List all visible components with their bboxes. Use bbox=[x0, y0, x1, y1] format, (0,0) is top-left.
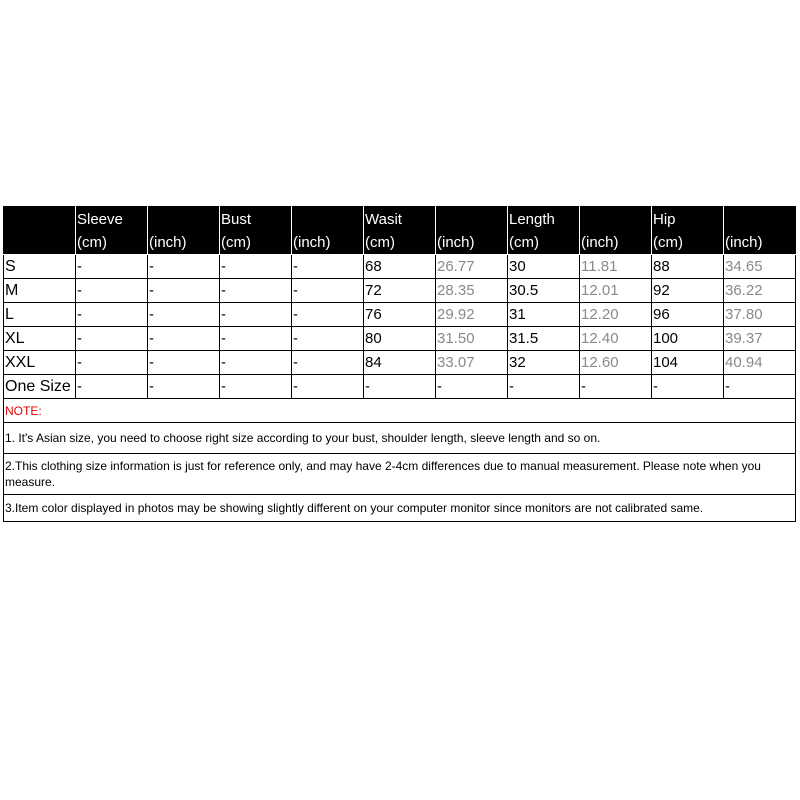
header-label-top bbox=[5, 208, 75, 232]
header-size-col bbox=[4, 207, 76, 255]
cell-sleeve-in: - bbox=[148, 327, 220, 351]
cell-size: One Size bbox=[4, 375, 76, 399]
cell-size: M bbox=[4, 279, 76, 303]
cell-bust-cm: - bbox=[220, 351, 292, 375]
cell-sleeve-cm: - bbox=[76, 375, 148, 399]
cell-size: L bbox=[4, 303, 76, 327]
cell-sleeve-cm: - bbox=[76, 327, 148, 351]
table-row bbox=[4, 303, 796, 327]
header-label-unit: (inch) bbox=[725, 234, 763, 251]
cell-length-cm: - bbox=[508, 375, 580, 399]
header-waist-cm-col bbox=[364, 207, 436, 255]
cell-sleeve-cm: - bbox=[76, 255, 148, 279]
header-label-top: Bust bbox=[221, 211, 252, 228]
cell-waist-in: - bbox=[436, 375, 508, 399]
header-label-top bbox=[293, 208, 363, 232]
cell-length-in: 11.81 bbox=[580, 255, 652, 279]
cell-waist-in: 29.92 bbox=[436, 303, 508, 327]
cell-bust-cm: - bbox=[220, 303, 292, 327]
cell-hip-cm: 100 bbox=[652, 327, 724, 351]
cell-hip-in: 39.37 bbox=[724, 327, 796, 351]
cell-length-cm: 30.5 bbox=[508, 279, 580, 303]
header-label-unit bbox=[5, 232, 75, 254]
cell-sleeve-in: - bbox=[148, 375, 220, 399]
header-bust-inch-col bbox=[292, 207, 364, 255]
note-row bbox=[4, 495, 796, 522]
cell-length-cm: 31.5 bbox=[508, 327, 580, 351]
cell-size: XL bbox=[4, 327, 76, 351]
header-label-unit: (inch) bbox=[581, 234, 619, 251]
cell-waist-cm: - bbox=[364, 375, 436, 399]
header-sleeve-cm-col bbox=[76, 207, 148, 255]
header-sleeve-inch-col bbox=[148, 207, 220, 255]
cell-bust-cm: - bbox=[220, 255, 292, 279]
cell-bust-in: - bbox=[292, 375, 364, 399]
header-label-unit: (inch) bbox=[149, 234, 187, 251]
table-row bbox=[4, 255, 796, 279]
header-label-top bbox=[725, 208, 795, 232]
cell-hip-cm: 92 bbox=[652, 279, 724, 303]
header-label-unit: (inch) bbox=[293, 234, 331, 251]
table-row bbox=[4, 279, 796, 303]
cell-hip-in: 34.65 bbox=[724, 255, 796, 279]
note-title: NOTE: bbox=[4, 399, 796, 423]
note-row bbox=[4, 423, 796, 454]
header-length-inch-col bbox=[580, 207, 652, 255]
header-length-cm-col bbox=[508, 207, 580, 255]
cell-length-cm: 31 bbox=[508, 303, 580, 327]
note-row bbox=[4, 454, 796, 495]
cell-length-cm: 30 bbox=[508, 255, 580, 279]
cell-sleeve-in: - bbox=[148, 255, 220, 279]
header-label-unit: (cm) bbox=[365, 234, 395, 251]
header-hip-inch-col bbox=[724, 207, 796, 255]
cell-hip-in: 36.22 bbox=[724, 279, 796, 303]
cell-waist-cm: 84 bbox=[364, 351, 436, 375]
note-item: 1. It's Asian size, you need to choose right size according to your bust, shoulder length, sleeve length and so on. bbox=[4, 423, 796, 454]
cell-length-in: - bbox=[580, 375, 652, 399]
header-label-unit: (cm) bbox=[509, 234, 539, 251]
header-row bbox=[4, 207, 796, 255]
header-label-top bbox=[149, 208, 219, 232]
cell-bust-in: - bbox=[292, 351, 364, 375]
header-label-unit: (inch) bbox=[437, 234, 475, 251]
cell-bust-cm: - bbox=[220, 375, 292, 399]
cell-sleeve-cm: - bbox=[76, 351, 148, 375]
cell-bust-cm: - bbox=[220, 279, 292, 303]
header-label-top: Wasit bbox=[365, 211, 402, 228]
header-label-top bbox=[581, 208, 651, 232]
cell-waist-cm: 68 bbox=[364, 255, 436, 279]
cell-bust-in: - bbox=[292, 255, 364, 279]
cell-waist-cm: 72 bbox=[364, 279, 436, 303]
cell-length-cm: 32 bbox=[508, 351, 580, 375]
table-row bbox=[4, 351, 796, 375]
header-label-top: Length bbox=[509, 211, 555, 228]
cell-hip-in: - bbox=[724, 375, 796, 399]
table-row bbox=[4, 375, 796, 399]
cell-hip-cm: 88 bbox=[652, 255, 724, 279]
header-label-unit: (cm) bbox=[221, 234, 251, 251]
header-label-unit: (cm) bbox=[653, 234, 683, 251]
note-item: 3.Item color displayed in photos may be showing slightly different on your computer monitor since monitors are not calibrated same. bbox=[4, 495, 796, 522]
cell-sleeve-in: - bbox=[148, 303, 220, 327]
header-label-top: Sleeve bbox=[77, 211, 123, 228]
cell-length-in: 12.40 bbox=[580, 327, 652, 351]
cell-sleeve-in: - bbox=[148, 279, 220, 303]
cell-bust-in: - bbox=[292, 279, 364, 303]
cell-waist-in: 33.07 bbox=[436, 351, 508, 375]
cell-waist-in: 26.77 bbox=[436, 255, 508, 279]
size-chart-table bbox=[3, 206, 796, 522]
cell-bust-in: - bbox=[292, 303, 364, 327]
note-row bbox=[4, 399, 796, 423]
header-label-unit: (cm) bbox=[77, 234, 107, 251]
cell-hip-in: 40.94 bbox=[724, 351, 796, 375]
cell-hip-cm: 96 bbox=[652, 303, 724, 327]
cell-waist-cm: 80 bbox=[364, 327, 436, 351]
cell-waist-in: 28.35 bbox=[436, 279, 508, 303]
cell-sleeve-in: - bbox=[148, 351, 220, 375]
cell-hip-cm: - bbox=[652, 375, 724, 399]
cell-sleeve-cm: - bbox=[76, 279, 148, 303]
cell-hip-in: 37.80 bbox=[724, 303, 796, 327]
table-row bbox=[4, 327, 796, 351]
header-bust-cm-col bbox=[220, 207, 292, 255]
cell-waist-in: 31.50 bbox=[436, 327, 508, 351]
header-hip-cm-col bbox=[652, 207, 724, 255]
header-label-top: Hip bbox=[653, 211, 676, 228]
cell-hip-cm: 104 bbox=[652, 351, 724, 375]
cell-bust-cm: - bbox=[220, 327, 292, 351]
cell-size: XXL bbox=[4, 351, 76, 375]
header-label-top bbox=[437, 208, 507, 232]
cell-bust-in: - bbox=[292, 327, 364, 351]
note-item: 2.This clothing size information is just for reference only, and may have 2-4cm differences due to manual measurement. Please note when you measure. bbox=[4, 454, 796, 495]
cell-sleeve-cm: - bbox=[76, 303, 148, 327]
cell-length-in: 12.01 bbox=[580, 279, 652, 303]
cell-size: S bbox=[4, 255, 76, 279]
cell-length-in: 12.60 bbox=[580, 351, 652, 375]
cell-waist-cm: 76 bbox=[364, 303, 436, 327]
cell-length-in: 12.20 bbox=[580, 303, 652, 327]
header-waist-inch-col bbox=[436, 207, 508, 255]
